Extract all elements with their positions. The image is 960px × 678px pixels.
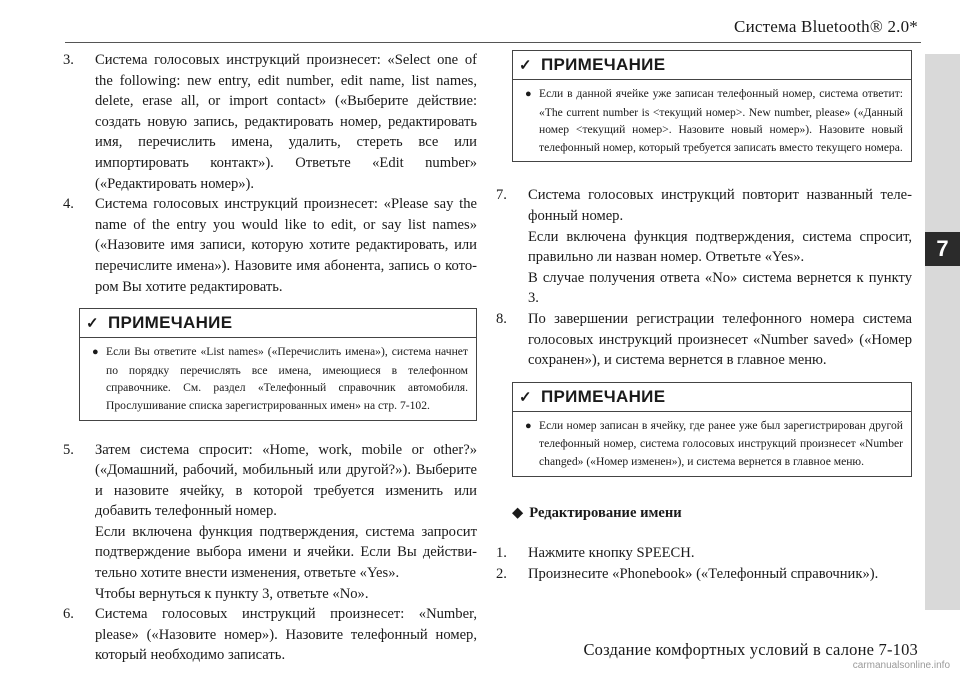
step-text: Произнесите «Phonebook» («Телефонный справочник»). xyxy=(528,565,879,582)
bullet-dot-icon: ● xyxy=(525,419,532,432)
note-body xyxy=(513,412,911,476)
step-number: 7. xyxy=(496,187,507,204)
bullet-dot-icon: ● xyxy=(525,88,532,100)
step-text: Нажмите кнопку SPEECH. xyxy=(528,545,695,562)
step-number: 1. xyxy=(496,545,507,562)
page-footer: Создание комфортных условий в салоне 7-103 xyxy=(583,640,918,659)
note-box-current-number xyxy=(512,50,912,162)
section-title-edit-name: ◆ Редактирование имени xyxy=(512,504,682,521)
step-7 xyxy=(496,185,912,226)
note-text: Если в данной ячейке уже записан телефонный номер, система ответит: «The current number is <текущий номер>. New number, please» («Данный номер <текущий номер>. Назовите новый номер»). Назовите новый телефонный номер, который требуется записать вместо текущего номера. xyxy=(539,87,903,154)
step-text: Система голосовых инструкций произнесет: «Select one of the following: new entry, edit number, edit name, list names, delete, erase all, or import contact» («Выберите действие: создать новую запись, редактировать номер, редактировать имя, перечислить имена, удалить, стереть все или импортировать контакт»). Ответьте «Edit number» («Редактировать номер»). xyxy=(95,52,477,192)
chapter-number-badge: 7 xyxy=(925,232,960,266)
note-heading: ✓ ПРИМЕЧАНИЕ xyxy=(80,309,476,338)
step-6 xyxy=(63,604,477,666)
step-7-continuation-1: Если включена функция подтверждения, система спросит, правильно ли назван номер. Ответьте «Yes». xyxy=(528,228,912,266)
diamond-icon: ◆ xyxy=(512,504,524,521)
note-heading: ✓ ПРИМЕЧАНИЕ xyxy=(513,383,911,412)
checkmark-icon: ✓ xyxy=(86,315,99,333)
step-number: 3. xyxy=(63,52,74,68)
step-5 xyxy=(63,440,477,522)
step-number: 6. xyxy=(63,606,74,623)
note-text: Если номер записан в ячейку, где ранее уже был зарегистрирован другой телефонный номер, система голосовых инструкций произнесет «Number changed» («Номер изменен»), и система вернется в главное меню. xyxy=(539,418,903,468)
edit-name-step-1 xyxy=(496,543,912,564)
note-text: Если Вы ответите «List names» («Перечислить имена»), система начнет по порядку перечислять все имена, имеющиеся в телефонном справочнике. См. раздел «Телефонный справочник автомобиля. Прослушивание списка зарегистрированных имен» на стр. 7-102. xyxy=(106,345,468,412)
edit-name-step-2 xyxy=(496,564,912,585)
step-number: 5. xyxy=(63,441,74,458)
step-5-continuation-1: Если включена функция подтверждения, система запросит подтверждение выбора имени и ячейки. Если Вы действительно хотите внести изменения, ответьте «Yes». xyxy=(95,523,477,582)
note-heading: ✓ ПРИМЕЧАНИЕ xyxy=(513,51,911,80)
note-body xyxy=(80,338,476,419)
step-number: 8. xyxy=(496,310,507,327)
note-body xyxy=(513,80,911,161)
step-5-continuation-2: Чтобы вернуться к пункту 3, ответьте «No». xyxy=(95,585,369,602)
right-column xyxy=(496,50,912,584)
step-3 xyxy=(63,50,477,194)
checkmark-icon: ✓ xyxy=(519,388,532,406)
step-text: Система голосовых инструкций повторит названный телефонный номер. xyxy=(528,187,912,224)
step-8 xyxy=(496,309,912,371)
step-number: 2. xyxy=(496,565,507,582)
step-number: 4. xyxy=(63,196,74,213)
watermark: carmanualsonline.info xyxy=(852,660,950,671)
chapter-side-tab xyxy=(925,54,960,610)
step-4 xyxy=(63,194,477,297)
page-header-title: Система Bluetooth® 2.0* xyxy=(734,17,918,36)
step-text: Затем система спросит: «Home, work, mobile or other?» («Домашний, рабочий, мобильный или другой?»). Выберите и назовите ячейку, в которой требуется изменить или добавить телефонный номер. xyxy=(95,441,477,520)
left-column xyxy=(63,50,477,666)
step-text: Система голосовых инструкций произнесет: «Please say the name of the entry you would like to edit, or say list names» («Назовите имя записи, которую хотите редактировать, или перечислите имена»). Назовите имя абонента, запись о котором Вы хотите редактировать. xyxy=(95,196,477,295)
bullet-dot-icon: ● xyxy=(92,346,99,359)
note-box-list-names xyxy=(79,308,477,420)
step-text: Система голосовых инструкций произнесет: «Number, please» («Назовите номер»). Назовите телефонный номер, который необходимо записать. xyxy=(95,606,477,664)
header-rule xyxy=(65,42,921,43)
step-7-continuation-2: В случае получения ответа «No» система вернется к пункту 3. xyxy=(528,269,912,307)
note-box-number-changed xyxy=(512,382,912,477)
checkmark-icon: ✓ xyxy=(519,57,532,74)
step-text: По завершении регистрации телефонного номера система голосовых инструкций произнесет «Number saved» («Номер сохранен»), и система вернется в главное меню. xyxy=(528,310,912,369)
